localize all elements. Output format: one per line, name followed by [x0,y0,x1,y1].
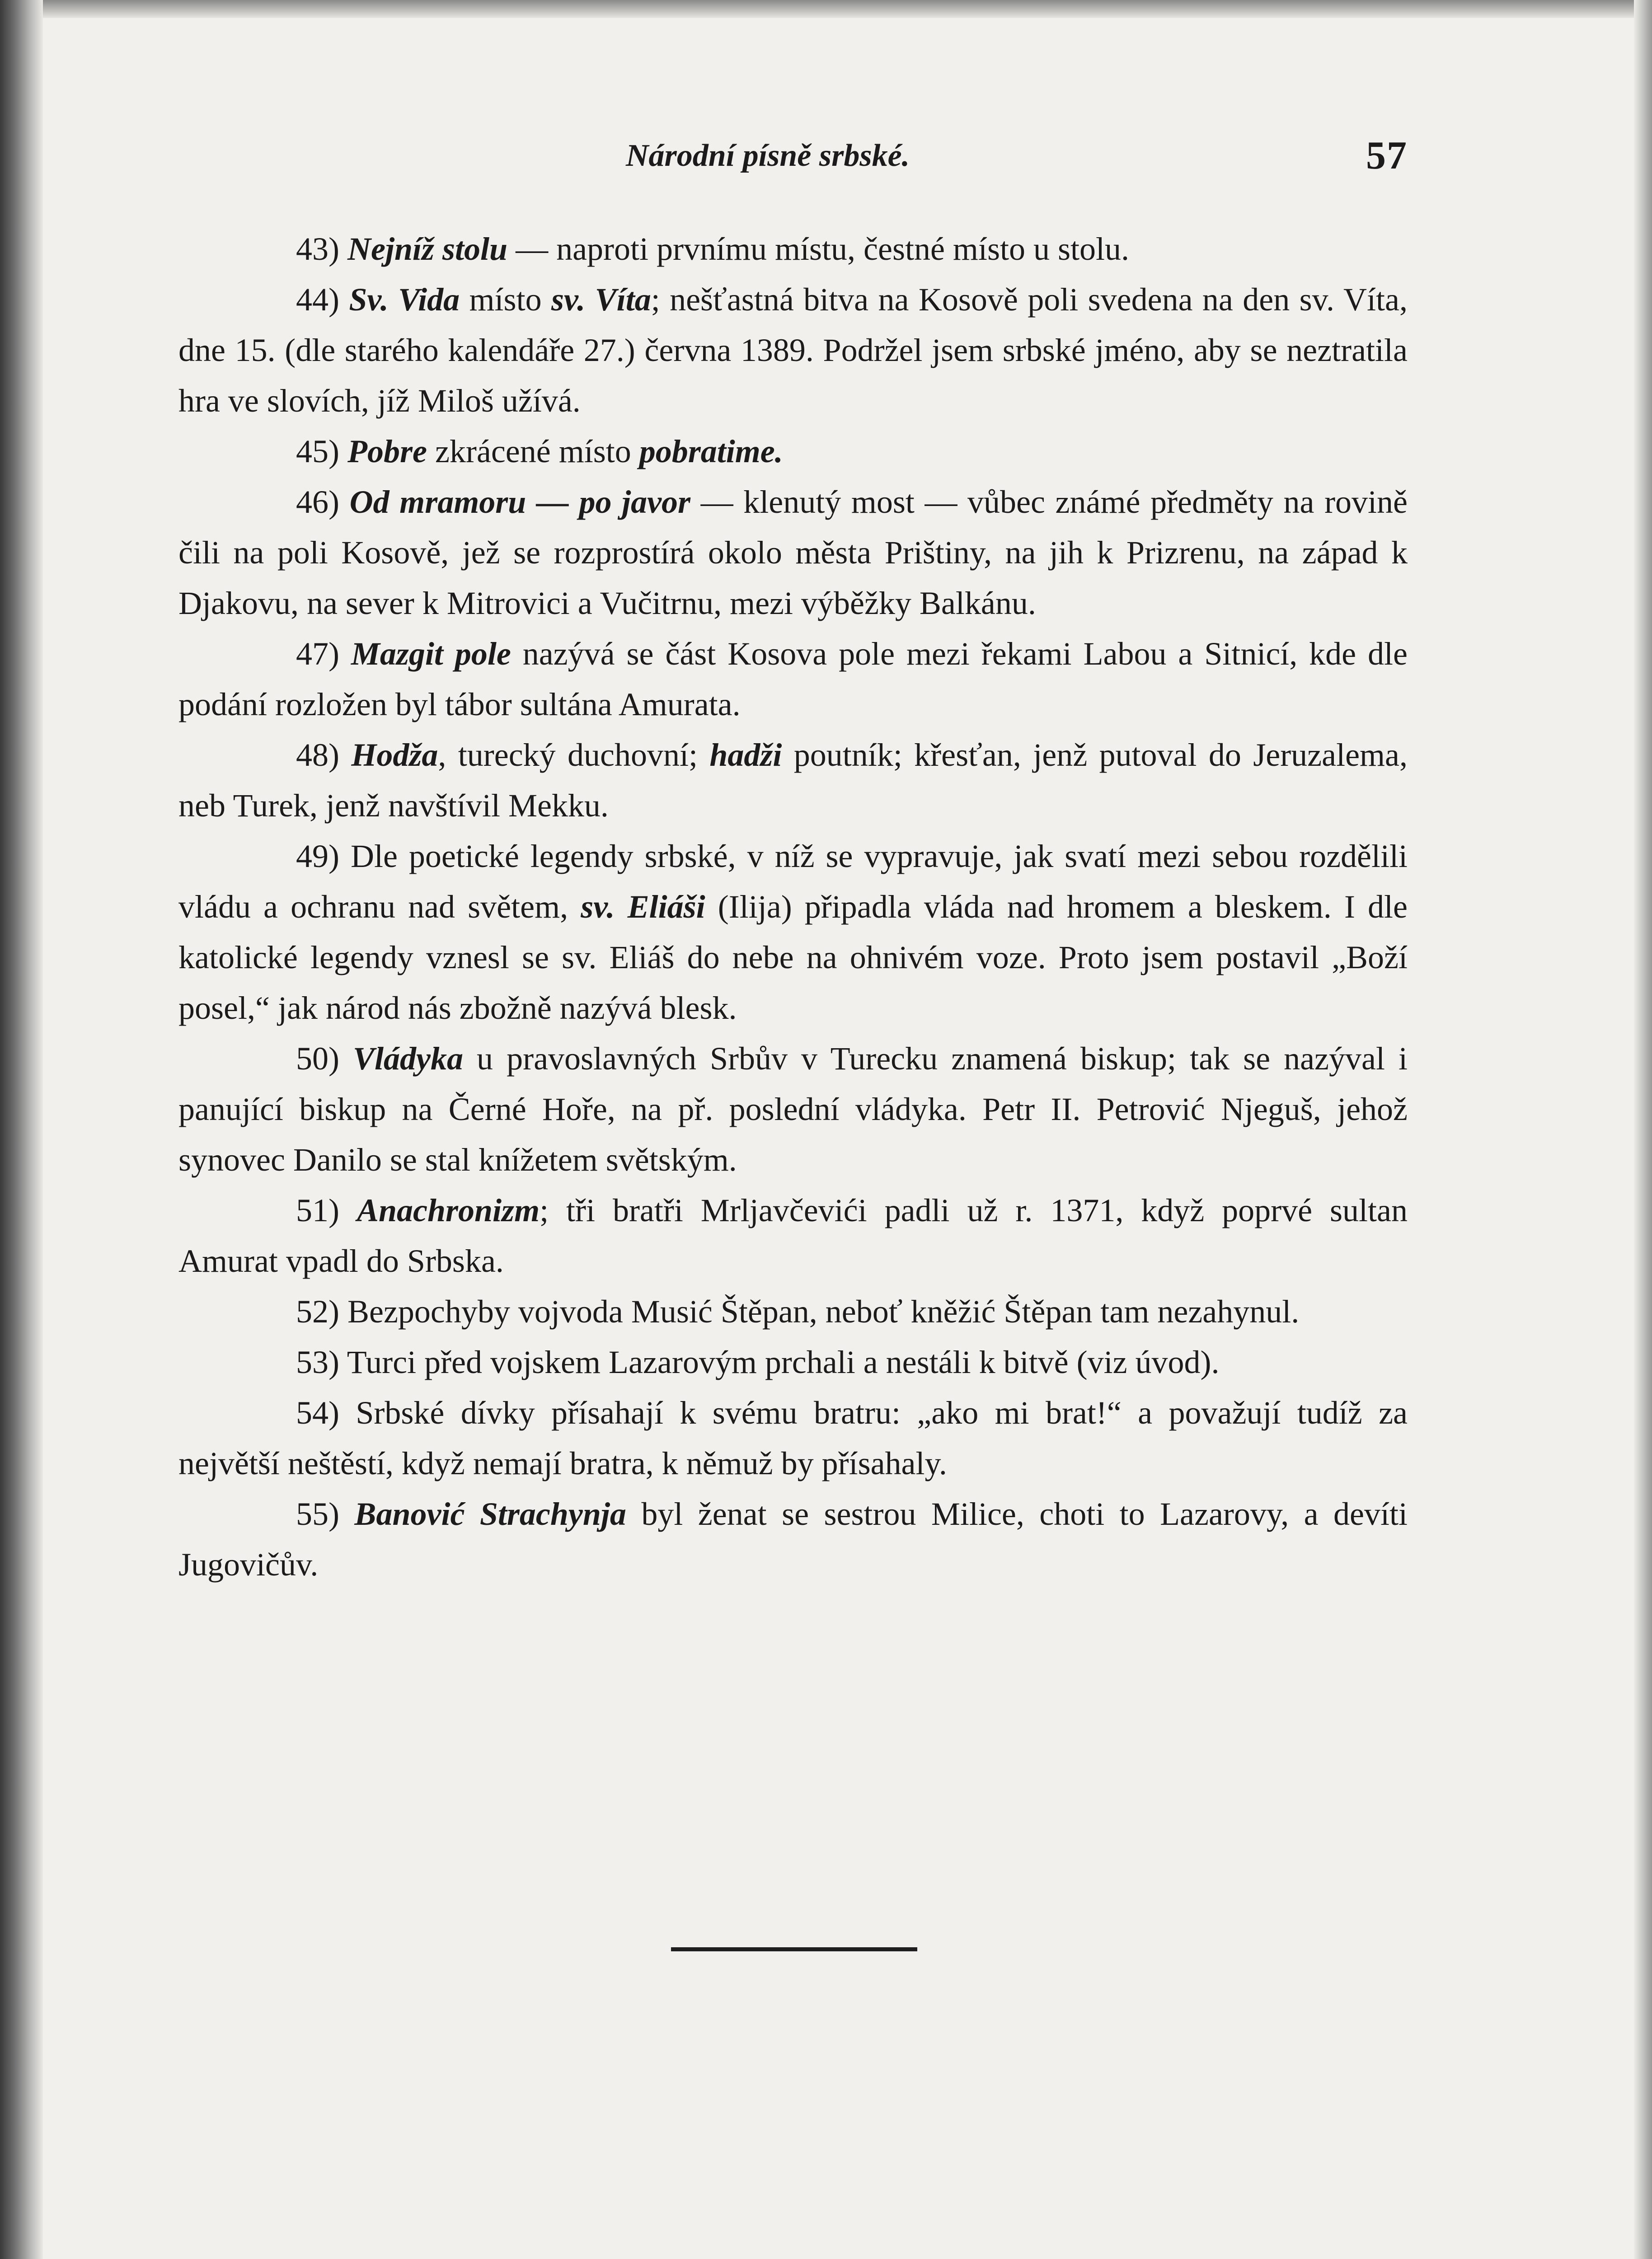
page-number: 57 [1366,134,1408,178]
endnote-text: (Ilija) připadla vláda nad hromem a bleskem. I dle katolické legendy vznesl se sv. Eliáš do nebe na ohnivém voze. Proto jsem postavil „Boží posel,“ jak národ nás zbožně nazývá blesk. [178,889,1408,1026]
endnote-term: Hodža [351,737,438,773]
scan-right-edge [1634,0,1652,2259]
endnote-text: zkrácené místo [427,433,639,469]
endnote-number: 49) [296,838,339,874]
endnote [178,730,1408,831]
endnote-text: nazývá se část Kosova pole mezi řekami Labou a Sitnicí, kde dle podání rozložen byl tábor sultána Amurata. [178,636,1408,722]
endnote-term: Banović Strachynja [354,1496,626,1532]
closing-rule [671,1947,917,1951]
endnote-term: Sv. Vida [349,281,460,318]
endnote [178,1489,1408,1590]
endnote [178,1286,1408,1337]
endnote-text: byl ženat se sestrou Milice, choti to Lazarovy, a devíti Jugovičův. [178,1496,1408,1583]
endnote-term: Nejníž stolu [347,231,508,267]
endnote-term: hadži [709,737,782,773]
running-head [178,129,1408,183]
endnote-number: 44) [296,281,339,318]
endnote-term: Pobre [347,433,427,469]
endnote-term: Od mramoru — po javor [349,484,691,520]
endnote-text: u pravoslavných Srbův v Turecku znamená biskup; tak se nazýval i panující biskup na Černé Hoře, na př. poslední vládyka. Petr II. Petrović Njeguš, jehož synovec Danilo se stal knížetem světským. [178,1040,1408,1178]
endnote-number: 53) [296,1344,339,1380]
endnote-text: Turci před vojskem Lazarovým prchali a nestáli k bitvě (viz úvod). [347,1344,1220,1380]
book-page [178,104,1408,2001]
endnote [178,628,1408,730]
scan-top-edge [0,0,1652,18]
endnote-number: 46) [296,484,339,520]
endnote-number: 48) [296,737,339,773]
endnote [178,224,1408,274]
endnote-text: místo [460,281,551,318]
endnote [178,1387,1408,1489]
endnote-number: 52) [296,1294,339,1330]
endnote-number: 43) [296,231,339,267]
endnote [178,426,1408,477]
endnote-text: Bezpochyby vojvoda Musić Štěpan, neboť kněžić Štěpan tam nezahynul. [347,1294,1300,1330]
endnote [178,831,1408,1033]
endnote-term: Anachronizm [357,1192,540,1228]
endnote-number: 45) [296,433,339,469]
endnote-text: Dle poetické legendy srbské, v níž se vypravuje, jak svatí mezi sebou rozdělili vládu a ochranu nad světem, [178,838,1408,925]
endnote-term: Mazgit pole [351,636,511,672]
endnote [178,274,1408,426]
endnotes-list [178,224,1408,1590]
endnote-text: ; nešťastná bitva na Kosově poli svedena na den sv. Víta, dne 15. (dle starého kalendáře 27.) června 1389. Podržel jsem srbské jméno, aby se neztratila hra ve slovích, jíž Miloš užívá. [178,281,1408,419]
endnote-term: sv. Eliáši [581,889,705,925]
endnote-text: poutník; křesťan, jenž putoval do Jeruzalema, neb Turek, jenž navštívil Mekku. [178,737,1408,824]
endnote [178,1337,1408,1387]
endnote-number: 47) [296,636,339,672]
endnote-text: — klenutý most — vůbec známé předměty na rovině čili na poli Kosově, jež se rozprostírá okolo města Prištiny, na jih k Prizrenu, na západ k Djakovu, na sever k Mitrovici a Vučitrnu, mezi výběžky Balkánu. [178,484,1408,621]
endnote-number: 54) [296,1395,339,1431]
endnote-text: Srbské dívky přísahají k svému bratru: „ako mi brat!“ a považují tudíž za největší neštěstí, když nemají bratra, k němuž by přísahaly. [178,1395,1408,1481]
endnote-text: , turecký duchovní; [438,737,710,773]
endnote [178,477,1408,628]
endnote-term: pobratime. [639,433,783,469]
endnote [178,1185,1408,1286]
endnote-number: 51) [296,1192,339,1228]
endnote-text: — naproti prvnímu místu, čestné místo u stolu. [507,231,1129,267]
endnote-term: sv. Víta [551,281,651,318]
endnote-term: Vládyka [353,1040,464,1077]
endnote-number: 55) [296,1496,339,1532]
endnote-number: 50) [296,1040,339,1077]
endnote-text: ; tři bratři Mrljavčevići padli už r. 1371, když poprvé sultan Amurat vpadl do Srbska. [178,1192,1408,1279]
endnote [178,1033,1408,1185]
scan-binding-edge [0,0,43,2259]
running-title: Národní písně srbské. [626,138,910,173]
